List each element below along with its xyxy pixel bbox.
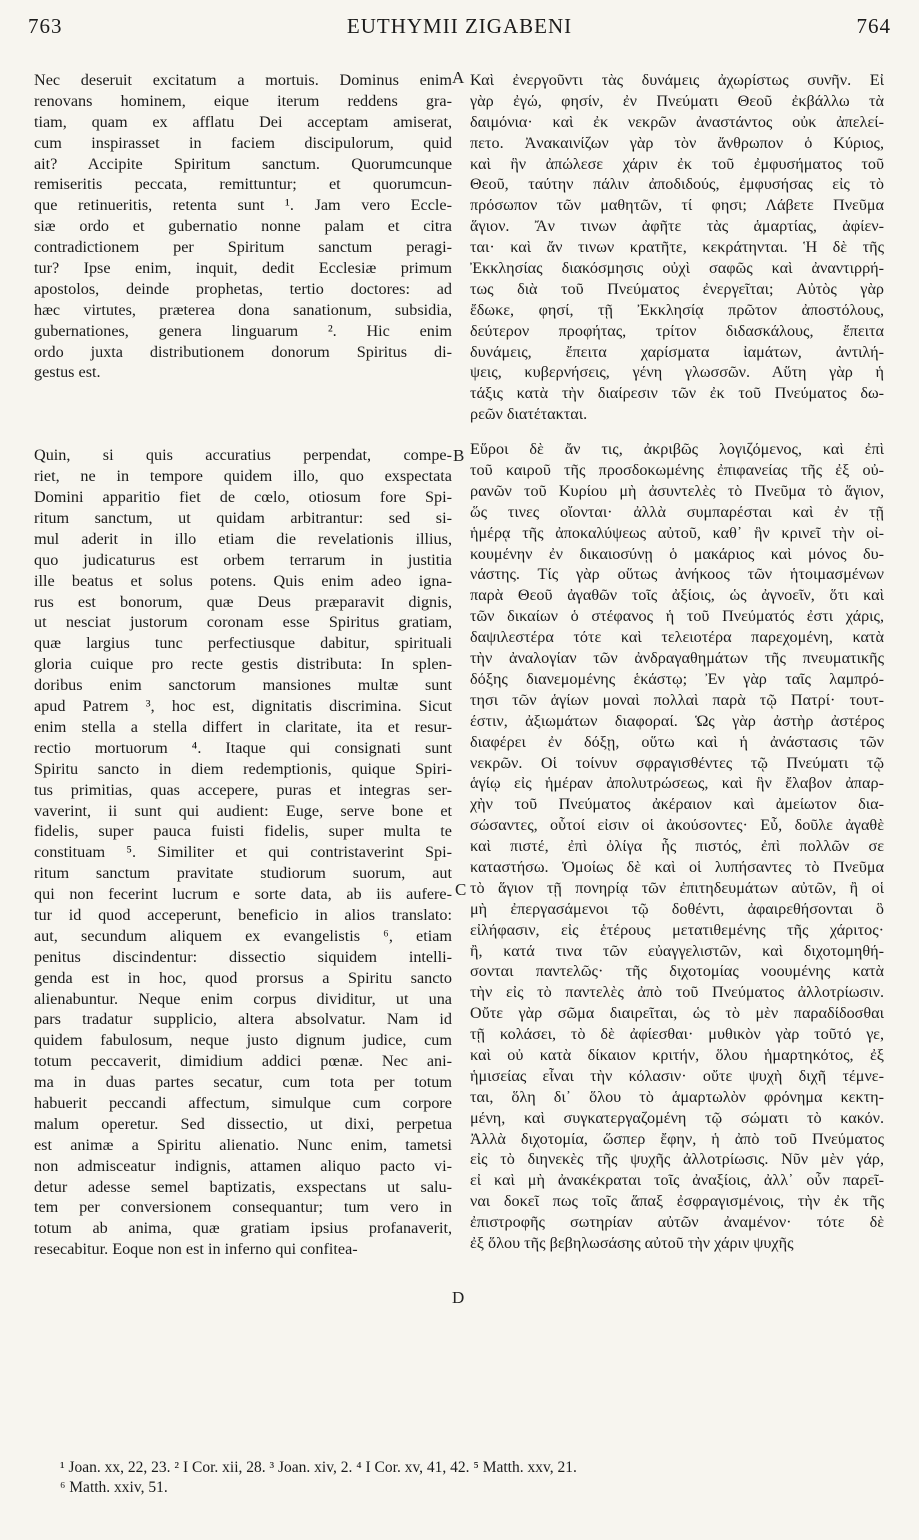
greek-paragraph-1 [470,70,884,425]
text-line: apostolos, deinde prophetas, tertio doctores: ad [34,279,452,298]
text-line: σονται παντελῶς· τῆς διχοτομίας νοουμένης κατὰ [470,962,884,981]
text-line: διαφέρει ἐν δόξῃ, οὕτω καὶ ἡ ἀνάστασις τῶν [470,732,884,751]
text-line: τοῦ καιροῦ τῆς προσδοκωμένης ἐπιφανείας τῆς ἐξ οὐ- [470,461,884,480]
text-line: contradictionem per Spiritum sanctum peragi- [34,238,452,257]
text-line: σώσαντες, οὗτοί εἰσιν οἱ ἀκούσοντες· Εὖ, δοῦλε ἀγαθὲ [470,816,884,835]
text-line: tus primitias, quas accepere, puras et integras ser- [34,780,452,799]
text-line: καὶ οὐ κατὰ δίκαιον κριτήν, ὅλου ἡμαρτηκότος, ἐξ [470,1045,884,1064]
greek-column [470,70,884,1254]
text-line: ναι δοκεῖ πως τοῖς ἅπαξ ἐσφραγισμένοις, τὴν ἐκ τῆς [470,1192,884,1211]
text-line: quidem fabulosum, neque justo dignum judice, cum [34,1031,452,1050]
text-line: constituam ⁵. Similiter et qui contristaverint Spi- [34,843,452,862]
text-line: καὶ πιστέ, ἐπὶ ὀλίγα ἦς πιστός, ἐπὶ πολλῶν σε [470,837,884,856]
text-line: resecabitur. Eoque non est in inferno qui confitea- [34,1240,358,1259]
text-line: καταστήσω. Ὁμοίως δὲ καὶ οἱ λυπήσαντες τὸ Πνεῦμα [470,857,884,876]
text-line: παρὰ Θεοῦ ἀγαθῶν τοῖς ἀξίοις, ὡς ἀγνοεῖν, ὅτι καὶ [470,586,884,605]
text-line: δόξης διανεμομένης ἑκάστῳ; Ἐν γὰρ ταῖς λαμπρό- [470,669,884,688]
footnote-line: ¹ Joan. xx, 22, 23. ² I Cor. xii, 28. ³ Joan. xiv, 2. ⁴ I Cor. xv, 41, 42. ⁵ Matth. xxv, 21. [60,1459,577,1476]
text-line: est animæ a Spiritu alienatio. Nunc enim, tametsi [34,1135,452,1154]
text-line: gestus est. [34,363,101,382]
text-line: τῇ κολάσει, τὸ δὲ ἀφίεσθαι· μυθικὸν γὰρ τοῦτό γε, [470,1025,884,1044]
text-line: tur? Ipse enim, inquit, dedit Ecclesiæ primum [34,259,452,278]
text-line: ordo juxta distributionem donorum Spiritus di- [34,342,452,361]
text-line: νάστης. Τίς γὰρ οὕτως ἀνήκοος τῶν ἡτοιμασμένων [470,565,884,584]
text-line: tiam, quam ex afflatu Dei acceptam amiserat, [34,112,452,131]
paragraph-gap [470,425,884,439]
section-marker-b: B [453,446,465,465]
text-line: ται, ὅλη δι᾽ ὅλου τὸ ἁμαρτωλὸν φρόνημα κεκτη- [470,1087,884,1106]
text-line: ritum sanctum, ut quidam arbitrantur: sed si- [34,509,452,528]
text-line: πετο. Ἀνακαινίζων γὰρ τὸν ἄνθρωπον ὁ Κύριος, [470,133,884,152]
text-line: fidelis, super pauca fuisti fidelis, super multa te [34,822,452,841]
text-line: apud Patrem ³, hoc est, dignitatis discrimina. Sicut [34,697,452,716]
running-title: EUTHYMII ZIGABENI [346,14,573,38]
text-line: gloria cuique pro recte gestis distributa: In splen- [34,655,452,674]
text-line: τῶν δικαίων ὁ στέφανος ἡ τοῦ Πνεύματός ἐστι χάρις, [470,607,884,626]
text-line: penitus discindentur: dissectio siquidem intelli- [34,947,452,966]
text-line: ἔδωκε, φησί, τῇ Ἐκκλησίᾳ πρῶτον ἀποστόλους, [470,300,884,319]
text-line: τὸ ἅγιον τῇ πονηρίᾳ τῶν ἐπιτηδευμάτων αὐτῶν, ἢ οἱ [470,878,884,897]
text-line: τάξις κατὰ τὴν διαίρεσιν τῶν ἐκ τοῦ Πνεύματος δω- [470,384,884,403]
text-line: εἰς τὸ διηνεκὲς τῆς ψυχῆς ἀλλοτρίωσις. Νῦν μὲν γάρ, [470,1150,884,1169]
text-line: τησι τῶν ἁγίων μοναὶ πολλαὶ παρὰ τῷ Πατρί· τουτ- [470,690,884,709]
section-marker-d: D [452,1288,465,1307]
text-line: rus est bonorum, quæ Deus præparavit dignis, [34,592,452,611]
text-line: totum ab anima, quæ gratiam ipsius profanaverit, [34,1219,452,1238]
text-line: non admisceatur indignis, attamen aliquo pacto vi- [34,1156,452,1175]
text-line: ται· καὶ ἄν τινων κρατῆτε, κεκράτηνται. Ἡ δὲ τῆς [470,238,884,257]
text-line: ἢ, κατά τινα τῶν εὐαγγελιστῶν, καὶ διχοτομηθή- [470,941,884,960]
text-line: ὥς τινες οἴονται· ἀλλὰ συμπαρέσται καὶ ἐν τῇ [470,502,884,521]
text-line: εἰλήφασιν, εἰς ἑτέρους μετατιθεμένης τῆς χάριτος· [470,920,884,939]
text-line: doribus enim sanctorum mansiones multæ sunt [34,676,452,695]
text-line: ρανῶν τοῦ Κυρίου μὴ ἀσυντελὲς τὸ Πνεῦμα τὸ ἅγιον, [470,481,884,500]
paragraph-gap [34,383,452,445]
text-line: τὴν ἀναλογίαν τῶν ἀνδραγαθημάτων τῆς πνευματικῆς [470,649,884,668]
text-line: renovans hominem, eique iterum reddens gra- [34,91,452,110]
text-line: Spiritu sancto in diem redemptionis, quique Spiri- [34,759,452,778]
text-line: ut nesciat justorum coronam esse Spiritus gratiam, [34,613,452,632]
text-line: pars tradatur supplicio, altera absolvatur. Nam id [34,1010,452,1029]
text-line: ait? Accipite Spiritum sanctum. Quorumcunque [34,154,452,173]
text-line: Εὕροι δὲ ἄν τις, ἀκριβῶς λογιζόμενος, καὶ ἐπὶ [470,440,884,459]
text-line: έστιν, ἀξιωμάτων διαφοραί. Ὡς γὰρ ἀστὴρ ἀστέρος [470,711,884,730]
latin-paragraph-1 [34,70,452,383]
text-line: alienabuntur. Neque enim corpus dividitur, ut una [34,989,452,1008]
text-line: Οὔτε γὰρ σῶμα διαιρεῖται, ὡς τὸ μὲν παραδίδοσθαι [470,1004,884,1023]
text-line: ἅγιον. Ἄν τινων ἀφῆτε τὰς ἁμαρτίας, ἀφίεν- [470,217,884,236]
text-line: mul aderit in illo etiam die revelationis illius, [34,529,452,548]
text-line: cum inspirasset in faciem discipulorum, quid [34,133,452,152]
section-marker-a: A [452,68,465,87]
text-line: habuerit peccandi affectum, simulque cum corpore [34,1093,452,1112]
text-line: δαψιλεστέρα τότε καὶ τελειοτέρα παρεχομένη, κατὰ [470,628,884,647]
text-line: Καὶ ἐνεργοῦντι τὰς δυνάμεις ἀχωρίστως συνῆν. Εἰ [470,71,884,89]
text-line: Θεοῦ, ταύτην πάλιν ἀποδιδούς, ἐμφυσήσας εἰς τὸ [470,175,884,194]
page-number-right: 764 [856,14,891,38]
text-line: πρόσωπον τῶν μαθητῶν, τί φησι; Λάβετε Πνεῦμα [470,196,884,215]
text-line: malum operetur. Sed dissectio, ut dixi, perpetua [34,1114,452,1133]
text-line: ἡμισείας εἶναι τὴν κόλασιν· οὔτε ψυχὴ διχῆ τέμνε- [470,1066,884,1085]
text-line: μένη, καὶ συγκατεργαζομένη τῷ σώματι τὸ κακόν. [470,1108,884,1127]
latin-column [34,70,452,1260]
text-line: vaverint, ii sunt qui audient: Euge, serve bone et [34,801,452,820]
page-header [28,14,891,44]
text-line: detur adesse semel baptizatis, exspectans ut salu- [34,1177,452,1196]
text-line: ille beatus et solus potens. Quis enim adeo igna- [34,571,452,590]
page-number-left: 763 [28,14,63,38]
text-line: δαιμόνια· καὶ ἐκ νεκρῶν ἀναστάντος οὐκ ἀπελεί- [470,112,884,131]
text-line: τως διὰ τοῦ Πνεύματος ἐνεργεῖται; Αὐτὸς γὰρ [470,279,884,298]
text-line: ἡμέρᾳ τῆς ἀποκαλύψεως αὐτοῦ, καθ᾽ ἣν κρινεῖ τὴν οἰ- [470,523,884,542]
text-line: ἐξ ὅλου τῆς βεβηλωσάσης αὐτοῦ τὴν χάριν ψυχῆς [470,1233,794,1252]
text-line: rectio mortuorum ⁴. Itaque qui consignati sunt [34,738,452,757]
text-line: genda est in hoc, quod prorsus a Spiritu sancto [34,968,452,987]
text-line: qui non fecerint lucrum e sorte data, ab iis aufere- [34,885,452,904]
text-line: ἐπιστροφῆς σωτηρίαν αὐτῶν ἀναμένον· τότε δὲ [470,1213,884,1232]
text-line: enim stella a stella differt in claritate, ita et resur- [34,717,452,736]
text-line: siæ ordo et gubernatio nonne palam et citra [34,217,452,236]
text-line: χὴν τοῦ Πνεύματος ἀκέραιον καὶ ἀμείωτον δια- [470,795,884,814]
text-line: Ἀλλὰ διχοτομία, ὥσπερ ἔφην, ἡ ἀπὸ τοῦ Πνεύματος [470,1129,884,1148]
text-line: gubernationes, genera linguarum ². Hic enim [34,321,452,340]
text-line: tem per conversionem consequantur; tum vero in [34,1198,452,1217]
text-line: Ἐκκλησίας διακόσμησις οὐχὶ σαφῶς καὶ ἀναντιρρή- [470,259,884,278]
section-marker-c: C [455,880,467,899]
text-line: quæ largius tunc perfectiusque dabitur, spirituali [34,634,452,653]
latin-paragraph-2 [34,445,452,1260]
text-line: νεκρῶν. Οἱ τοίνυν σφραγισθέντες τῷ Πνεύματι τῷ [470,753,884,772]
text-line: ma in duas partes secatur, cum tota per totum [34,1073,452,1092]
text-line: δεύτερον προφήτας, τρίτον διδασκάλους, ἔπειτα [470,321,884,340]
text-line: quo judicaturus est orbem terrarum in justitia [34,550,452,569]
text-line: riet, ne in tempore quidem illo, quo exspectata [34,467,452,486]
text-line: Nec deseruit excitatum a mortuis. Dominus enim [34,71,452,89]
text-line: que retinueritis, retenta sunt ¹. Jam vero Eccle- [34,196,452,215]
text-line: ἁγίῳ εἰς ἡμέραν ἀπολυτρώσεως, καὶ ἣν ἔλαβον ἀπαρ- [470,774,884,793]
text-line: δυνάμεις, ἔπειτα χαρίσματα ἰαμάτων, ἀντιλή- [470,342,884,361]
text-line: ρεῶν διατέτακται. [470,405,588,424]
footnote-line: ⁶ Matth. xxiv, 51. [60,1479,168,1496]
text-line: καὶ ἣν ἀπώλεσε χάριν ἐκ τοῦ ἐμφυσήματος τοῦ [470,154,884,173]
footnotes [60,1458,885,1498]
greek-paragraph-2 [470,439,884,1254]
text-line: ψεις, κυβερνήσεις, γένη γλωσσῶν. Αὕτη γὰρ ἡ [470,363,884,382]
text-line: γὰρ ἐγώ, φησίν, ἐν Πνεύματι Θεοῦ ἐκβάλλω τὰ [470,91,884,110]
text-line: κουμένην ἐν δικαιοσύνῃ ὁ μακάριος καὶ μόνος δυ- [470,544,884,563]
text-line: totum peccaverit, dimidium addici pœnæ. Nec ani- [34,1052,452,1071]
text-line: εἰ καὶ μὴ ἀνακέκραται τοῖς ἀναξίοις, ἀλλ᾽ οὖν παρεῖ- [470,1171,884,1190]
text-line: remiseritis peccata, remittuntur; et quorumcun- [34,175,452,194]
text-line: tur id quod acceperunt, beneficio in alios translato: [34,905,452,924]
text-line: aut, secundum aliquem ex evangelistis ⁶, etiam [34,926,452,945]
text-line: Domini apparitio fiet de cœlo, otiosum fore Spi- [34,488,452,507]
text-line: hæc virtutes, præterea dona sanationum, subsidia, [34,300,452,319]
text-line: Quin, si quis accuratius perpendat, compe- [34,446,452,465]
text-line: μὴ ἐπεργασάμενοι τῷ δοθέντι, ἀφαιρεθήσονται ὃ [470,899,884,918]
text-line: τὴν εἰς τὸ παντελὲς ἀπὸ τοῦ Πνεύματος ἀλλοτρίωσιν. [470,983,884,1002]
text-line: ritum sanctum pravitate studiorum suorum, aut [34,864,452,883]
